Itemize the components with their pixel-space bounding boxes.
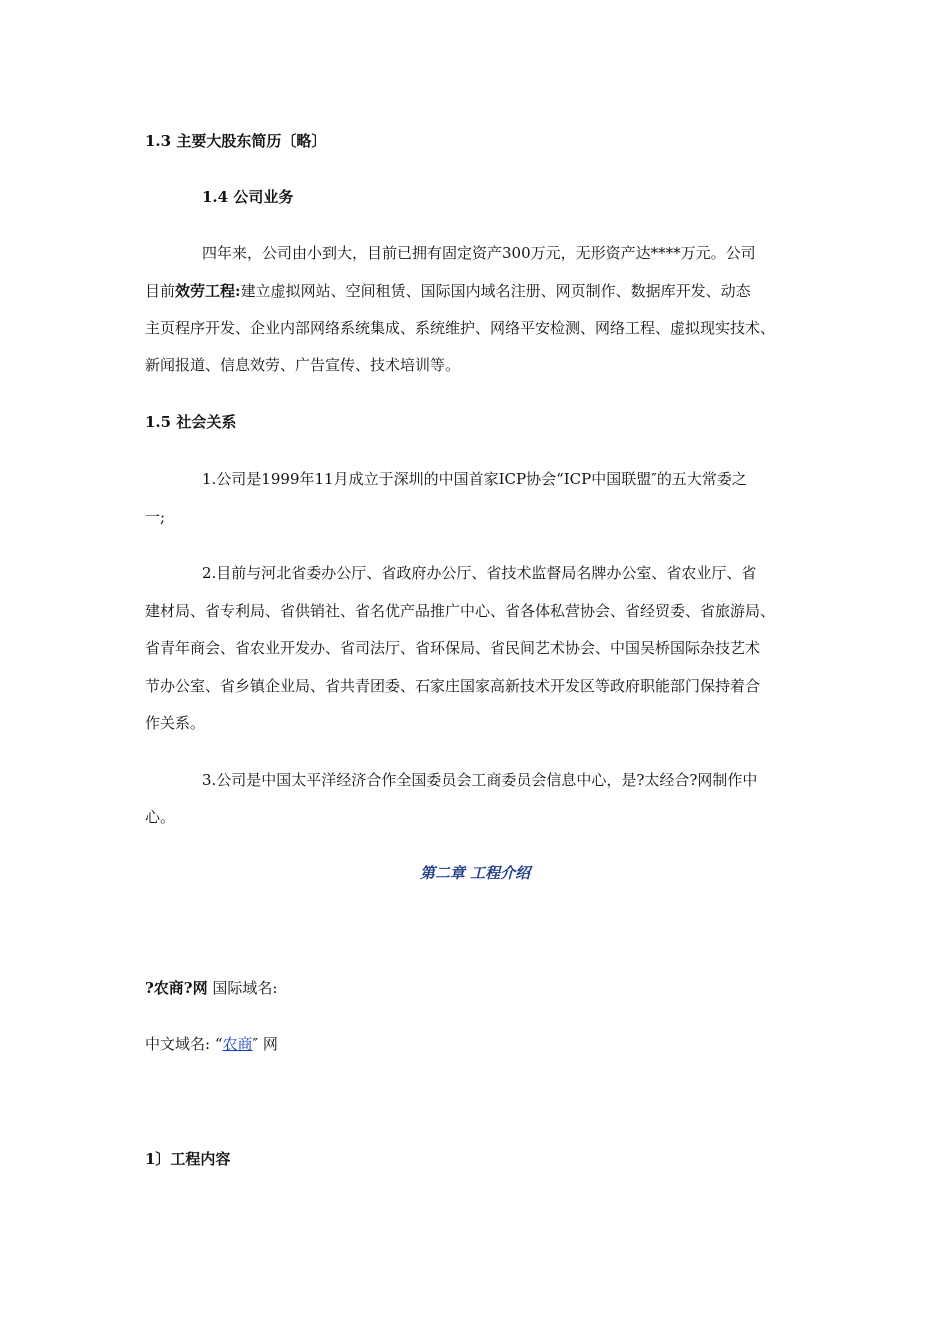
cn-domain-suffix: 网 [262,1035,278,1053]
heading-1-5: 1.5 社会关系 [145,413,237,431]
site-name-line [145,978,277,998]
heading-1-4: 1.4 公司业务 [202,188,294,206]
paragraph-1-4-line4: 新闻报道、信息效劳、广告宣传、技术培训等。 [145,356,461,374]
relation-item-2-line5: 作关系。 [145,714,206,732]
quote-open: “ [214,1035,223,1053]
paragraph-1-4-line1: 四年来，公司由小到大，目前已拥有固定资产300万元，无形资产达****万元。公司 [202,244,756,262]
intl-domain-label: 国际域名: [212,979,278,997]
relation-item-3-line2: 心。 [145,808,176,826]
relation-item-1-line1: 1.公司是1999年11月成立于深圳的中国首家ICP协会“ICP中国联盟″的五大常委之 [202,470,747,488]
site-name: ?农商?网 [145,979,208,997]
chapter-2-title: 第二章 工程介绍 [419,864,531,882]
relation-item-2-line3: 省青年商会、省农业开发办、省司法厅、省环保局、省民间艺术协会、中国吴桥国际杂技艺术 [145,639,761,657]
quote-close: ″ [252,1035,259,1053]
relation-item-1-line2: 一; [145,508,166,526]
relation-item-3-line1: 3.公司是中国太平洋经济合作全国委员会工商委员会信息中心，是?太经合?网制作中 [202,771,758,789]
paragraph-1-4-line2 [145,281,751,301]
text-bold-services: 效劳工程: [175,282,241,300]
relation-item-2-line1: 2.目前与河北省委办公厅、省政府办公厅、省技术监督局名牌办公室、省农业厅、省 [202,564,757,582]
relation-item-2-line2: 建材局、省专利局、省供销社、省名优产品推广中心、省各体私营协会、省经贸委、省旅游局、 [145,602,776,620]
cn-domain-line [145,1034,278,1054]
item-1-heading: 1〕工程内容 [145,1150,231,1168]
cn-domain-link[interactable]: 农商 [222,1035,253,1053]
paragraph-1-4-line3: 主页程序开发、企业内部网络系统集成、系统维护、网络平安检测、网络工程、虚拟现实技术、 [145,319,776,337]
relation-item-2-line4: 节办公室、省乡镇企业局、省共青团委、石家庄国家高新技术开发区等政府职能部门保持着合 [145,677,761,695]
text-post: 建立虚拟网站、空间租赁、国际国内域名注册、网页制作、数据库开发、动态 [240,282,751,300]
cn-domain-label: 中文域名: [145,1035,211,1053]
heading-1-3: 1.3 主要大股东简历〔略〕 [145,132,327,150]
text-pre: 目前 [145,282,176,300]
